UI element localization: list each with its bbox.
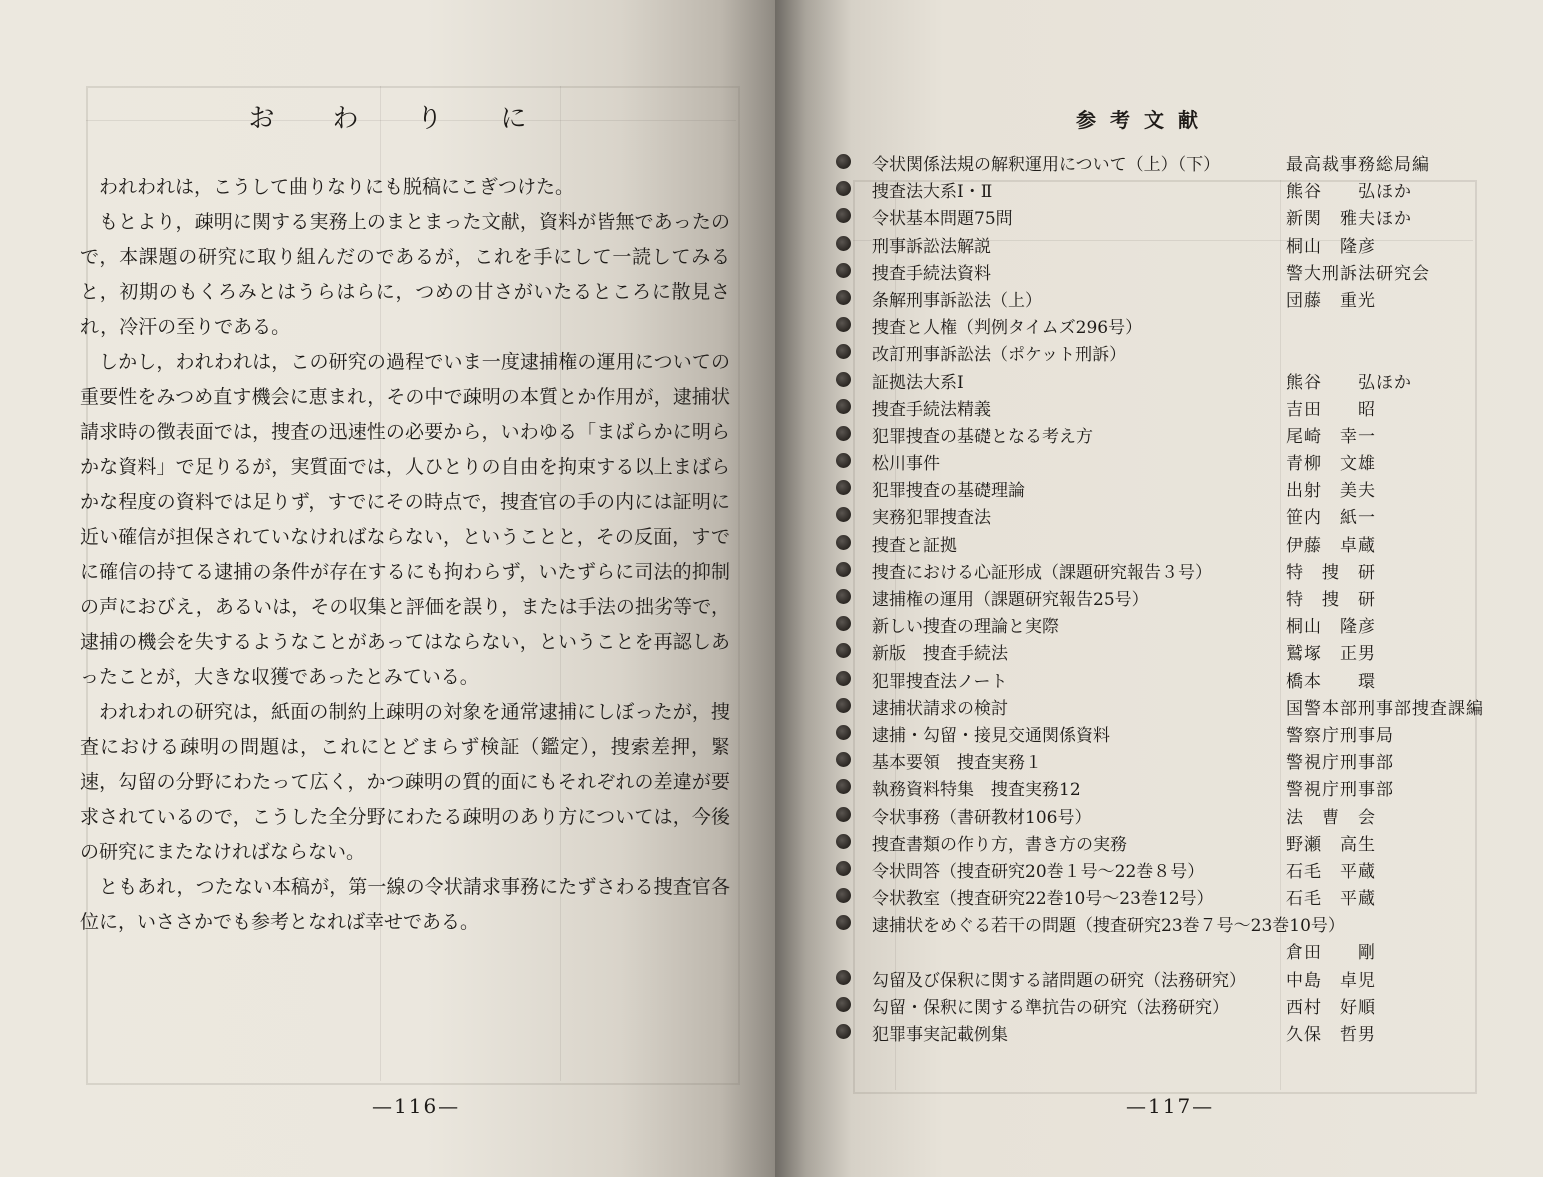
bullet-icon xyxy=(836,698,851,713)
reference-author: 警察庁刑事局 xyxy=(1286,725,1394,746)
reference-title: 犯罪事実記載例集 xyxy=(872,1025,1008,1045)
reference-title: 新版 捜査手続法 xyxy=(872,644,1008,665)
reference-author: 警視庁刑事部 xyxy=(1286,753,1394,774)
reference-item xyxy=(836,855,1496,882)
reference-title: 令状事務（書研教材106号） xyxy=(872,807,1092,828)
reference-author: 野瀬 高生 xyxy=(1286,834,1376,855)
paragraph: しかし，われわれは，この研究の過程でいま一度逮捕権の運用についての重要性をみつめ直す機会に恵まれ，その中で疎明の本質とか作用が，逮捕状請求時の徴表面では，捜査の迅速性の必要から，いわゆる「まばらかに明らかな資料」で足りるが，実質面では，人ひとりの自由を拘束する以上まばらかな程度の資料では足りず，すでにその時点で，捜査官の手の内には証明に近い確信が担保されていなければならない，ということと，その反面，すでに確信の持てる逮捕の条件が存在するにも拘わらず，いたずらに司法的抑制の声におびえ，あるいは，その収集と評価を誤り，または手法の拙劣等で，逮捕の機会を失するようなことがあってはならない，ということを再認しあったことが，大きな収獲であったとみている。 xyxy=(80,351,730,688)
reference-author: 熊谷 弘ほか xyxy=(1286,372,1412,393)
reference-title: 捜査書類の作り方，書き方の実務 xyxy=(872,834,1127,855)
bullet-icon xyxy=(836,643,851,658)
reference-item xyxy=(836,556,1496,583)
reference-item xyxy=(836,338,1496,365)
bullet-icon xyxy=(836,997,851,1012)
reference-author: 橋本 環 xyxy=(1286,671,1376,692)
reference-author: 新関 雅夫ほか xyxy=(1286,209,1412,230)
reference-item xyxy=(836,202,1496,229)
reference-author: 吉田 昭 xyxy=(1286,399,1376,420)
reference-item xyxy=(836,284,1496,311)
reference-author: 国警本部刑事部捜査課編 xyxy=(1286,698,1484,719)
reference-title: 捜査手続法精義 xyxy=(872,399,991,420)
reference-item xyxy=(836,447,1496,474)
reference-author: 特 捜 研 xyxy=(1286,562,1376,583)
bullet-icon xyxy=(836,453,851,468)
reference-author: 桐山 隆彦 xyxy=(1286,617,1376,638)
reference-author: 桐山 隆彦 xyxy=(1286,236,1376,257)
bullet-icon xyxy=(836,236,851,251)
bullet-icon xyxy=(836,807,851,822)
reference-item xyxy=(836,230,1496,257)
reference-title: 執務資料特集 捜査実務12 xyxy=(872,780,1081,801)
reference-item xyxy=(836,909,1496,936)
reference-author: 伊藤 卓蔵 xyxy=(1286,535,1376,556)
reference-item xyxy=(836,393,1496,420)
reference-item xyxy=(836,420,1496,447)
reference-title: 逮捕権の運用（課題研究報告25号） xyxy=(872,590,1149,610)
reference-item xyxy=(836,692,1496,719)
reference-author: 青柳 文雄 xyxy=(1286,454,1376,475)
bullet-icon xyxy=(836,888,851,903)
reference-author: 倉田 剛 xyxy=(1286,943,1376,964)
reference-author: 笹内 紙一 xyxy=(1286,508,1376,529)
reference-author: 西村 好順 xyxy=(1286,997,1376,1018)
page-number: —117— xyxy=(1126,1094,1215,1118)
reference-author: 法 曹 会 xyxy=(1286,807,1376,828)
bullet-icon xyxy=(836,290,851,305)
bullet-icon xyxy=(836,915,851,930)
bullet-icon xyxy=(836,154,851,169)
reference-item xyxy=(836,474,1496,501)
reference-author: 出射 美夫 xyxy=(1286,481,1376,502)
reference-item xyxy=(836,311,1496,338)
reference-item xyxy=(836,991,1496,1018)
reference-title: 捜査法大系Ⅰ・Ⅱ xyxy=(872,182,993,203)
reference-author: 尾崎 幸一 xyxy=(1286,426,1376,447)
bullet-icon xyxy=(836,725,851,740)
bullet-icon xyxy=(836,208,851,223)
reference-title: 松川事件 xyxy=(872,454,940,475)
reference-item xyxy=(836,610,1496,637)
reference-item xyxy=(836,828,1496,855)
reference-title: 勾留・保釈に関する準抗告の研究（法務研究） xyxy=(872,997,1229,1018)
page-number: —116— xyxy=(372,1094,461,1118)
reference-title: 令状教室（捜査研究22巻10号〜23巻12号） xyxy=(872,889,1214,910)
reference-title: 捜査における心証形成（課題研究報告３号） xyxy=(872,562,1212,583)
reference-title: 刑事訴訟法解説 xyxy=(872,236,991,257)
bullet-icon xyxy=(836,970,851,985)
reference-author: 警視庁刑事部 xyxy=(1286,780,1394,801)
bullet-icon xyxy=(836,426,851,441)
reference-item xyxy=(836,964,1496,991)
reference-title: 犯罪捜査の基礎理論 xyxy=(872,481,1025,502)
bullet-icon xyxy=(836,589,851,604)
reference-title: 勾留及び保釈に関する諸問題の研究（法務研究） xyxy=(872,970,1246,991)
reference-author-continuation xyxy=(836,936,1496,963)
reference-item xyxy=(836,583,1496,610)
reference-title: 基本要領 捜査実務１ xyxy=(872,753,1042,774)
reference-title: 捜査と人権（判例タイムズ296号） xyxy=(872,318,1143,339)
bullet-icon xyxy=(836,263,851,278)
reference-item xyxy=(836,148,1496,175)
bullet-icon xyxy=(836,562,851,577)
bullet-icon xyxy=(836,779,851,794)
reference-item xyxy=(836,801,1496,828)
reference-title: 捜査手続法資料 xyxy=(872,263,991,284)
body-text xyxy=(80,170,730,940)
paragraph: ともあれ，つたない本稿が，第一線の令状請求事務にたずさわる捜査官各位に，いささかでも参考となれば幸せである。 xyxy=(80,876,730,933)
reference-title: 証拠法大系Ⅰ xyxy=(872,372,964,393)
bullet-icon xyxy=(836,834,851,849)
reference-author: 久保 哲男 xyxy=(1286,1025,1376,1045)
reference-author: 石毛 平蔵 xyxy=(1286,861,1376,882)
reference-title: 逮捕状請求の検討 xyxy=(872,698,1008,719)
paragraph: われわれの研究は，紙面の制約上疎明の対象を通常逮捕にしぼったが，捜査における疎明の問題は，これにとどまらず検証（鑑定），捜索差押，緊速，勾留の分野にわたって広く，かつ疎明の質的面にもそれぞれの差違が要求されているので，こうした全分野にわたる疎明のあり方については，今後の研究にまたなければならない。 xyxy=(80,701,730,863)
reference-author: 特 捜 研 xyxy=(1286,590,1376,610)
reference-title: 新しい捜査の理論と実際 xyxy=(872,617,1059,638)
reference-author: 鷲塚 正男 xyxy=(1286,644,1376,665)
reference-item xyxy=(836,257,1496,284)
reference-title: 条解刑事訴訟法（上） xyxy=(872,290,1042,311)
bullet-icon xyxy=(836,344,851,359)
paragraph: われわれは，こうして曲りなりにも脱稿にこぎつけた。 xyxy=(99,176,575,198)
reference-item xyxy=(836,501,1496,528)
page-title: おわりに xyxy=(248,104,585,134)
bullet-icon xyxy=(836,535,851,550)
reference-title: 実務犯罪捜査法 xyxy=(872,508,991,529)
reference-title: 捜査と証拠 xyxy=(872,535,957,556)
reference-author: 中島 卓児 xyxy=(1286,970,1376,991)
paragraph: もとより，疎明に関する実務上のまとまった文献，資料が皆無であったので，本課題の研究に取り組んだのであるが，これを手にして一読してみると，初期のもくろみとはうらはらに，つめの甘さがいたるところに散見され，冷汗の至りである。 xyxy=(80,211,730,338)
reference-item xyxy=(836,637,1496,664)
reference-item xyxy=(836,773,1496,800)
reference-item xyxy=(836,366,1496,393)
bullet-icon xyxy=(836,181,851,196)
reference-title: 令状基本問題75問 xyxy=(872,209,1013,230)
reference-title: 令状関係法規の解釈運用について（上）（下） xyxy=(872,155,1221,175)
references-title: 参考文献 xyxy=(1076,108,1212,132)
bullet-icon xyxy=(836,317,851,332)
reference-author: 最高裁事務総局編 xyxy=(1286,155,1430,175)
bullet-icon xyxy=(836,616,851,631)
reference-item xyxy=(836,1018,1496,1045)
reference-item xyxy=(836,665,1496,692)
bullet-icon xyxy=(836,1024,851,1039)
reference-item xyxy=(836,882,1496,909)
reference-author: 石毛 平蔵 xyxy=(1286,889,1376,910)
reference-title: 犯罪捜査法ノート xyxy=(872,671,1008,692)
reference-title: 犯罪捜査の基礎となる考え方 xyxy=(872,426,1093,447)
reference-title: 改訂刑事訴訟法（ポケット刑訴） xyxy=(872,345,1127,366)
reference-title: 令状問答（捜査研究20巻１号〜22巻８号） xyxy=(872,861,1205,882)
reference-item xyxy=(836,719,1496,746)
bullet-icon xyxy=(836,671,851,686)
reference-list xyxy=(836,148,1496,1045)
reference-item xyxy=(836,175,1496,202)
bullet-icon xyxy=(836,861,851,876)
bullet-icon xyxy=(836,399,851,414)
bullet-icon xyxy=(836,480,851,495)
reference-author: 警大刑訴法研究会 xyxy=(1286,263,1430,284)
bullet-icon xyxy=(836,507,851,522)
reference-item xyxy=(836,746,1496,773)
reference-item xyxy=(836,529,1496,556)
reference-author: 熊谷 弘ほか xyxy=(1286,182,1412,203)
bullet-icon xyxy=(836,752,851,767)
reference-title: 逮捕・勾留・接見交通関係資料 xyxy=(872,725,1110,746)
reference-title: 逮捕状をめぐる若干の問題（捜査研究23巻７号〜23巻10号） xyxy=(872,916,1345,937)
bullet-icon xyxy=(836,372,851,387)
reference-author: 団藤 重光 xyxy=(1286,290,1376,311)
